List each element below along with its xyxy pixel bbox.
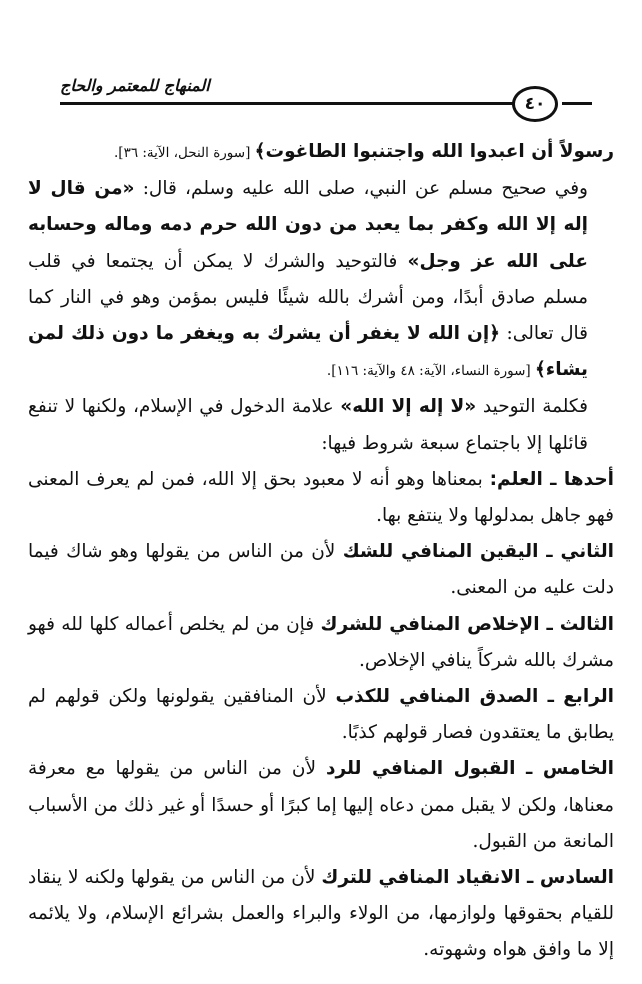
text-segment: وفي صحيح مسلم عن النبي، صلى الله عليه وسلم، قال:	[134, 178, 588, 200]
text-segment: لأن من الناس من يقولها مع معرفة معناها، ولكن لا يقبل ممن دعاه إليها إما كبرًا أو حسدًا أو غير ذلك من الأسباب المانعة من القبول.	[28, 758, 614, 852]
page-number: ٤٠	[512, 86, 558, 122]
paragraph	[28, 679, 614, 751]
text-segment: علامة الدخول في الإسلام، ولكنها لا تنفع قائلها إلا باجتماع سبعة شروط فيها:	[28, 396, 588, 454]
paragraph	[28, 607, 614, 679]
quote-text: رسولاً أن اعبدوا الله واجتنبوا الطاغوت﴾	[254, 141, 614, 162]
paragraph	[28, 462, 614, 534]
quote-text: ﴿إن الله لا يغفر أن يشرك به ويغفر ما دون ذلك لمن يشاء﴾	[28, 323, 588, 381]
citation-reference: [سورة النساء، الآية: ٤٨ والآية: ١١٦].	[326, 363, 535, 380]
header-rule	[60, 102, 534, 105]
citation-reference: [سورة النحل، الآية: ٣٦].	[114, 145, 255, 161]
page-header	[28, 72, 614, 116]
paragraph	[28, 134, 614, 171]
text-segment: لأن من الناس من يقولها وهو شاك فيما دلت عليه من المعنى.	[28, 541, 614, 599]
condition-heading: أحدها ـ العلم:	[489, 468, 614, 490]
paragraph	[28, 534, 614, 606]
paragraph	[28, 751, 614, 860]
quote-text: «لا إله إلا الله»	[340, 396, 477, 418]
condition-heading: الثالث ـ الإخلاص المنافي للشرك	[320, 613, 615, 635]
body-text	[28, 134, 614, 969]
text-segment: فالتوحيد والشرك لا يمكن أن يجتمعا في قلب مسلم صادق أبدًا، ومن أشرك بالله شيئًا فليس بمؤمن وهو في النار كما قال تعالى:	[28, 250, 588, 345]
running-title: المنهاج للمعتمر والحاج	[60, 76, 210, 95]
paragraph	[28, 860, 614, 969]
condition-heading: الرابع ـ الصدق المنافي للكذب	[335, 686, 614, 708]
paragraph	[28, 171, 614, 389]
condition-heading: الخامس ـ القبول المنافي للرد	[326, 758, 614, 780]
text-segment: بمعناها وهو أنه لا معبود بحق إلا الله، فمن لم يعرف المعنى فهو جاهل بمدلولها ولا ينتفع بها.	[28, 468, 614, 527]
text-segment: فإن من لم يخلص أعماله كلها لله فهو مشرك بالله شركاً ينافي الإخلاص.	[28, 613, 614, 671]
text-segment: لأن من الناس من يقولها ولكنه لا ينقاد للقيام بحقوقها ولوازمها، من الولاء والبراء والعمل بشرائع الإسلام، ولا يلائمه إلا ما وافق هواه وشهوته.	[28, 867, 614, 961]
quote-text: «من قال لا إله إلا الله وكفر بما يعبد من دون الله حرم دمه وماله وحسابه على الله عز وجل»	[28, 178, 588, 272]
text-segment: فكلمة التوحيد	[476, 396, 588, 418]
condition-heading: السادس ـ الانقياد المنافي للترك	[321, 867, 614, 889]
condition-heading: الثاني ـ اليقين المنافي للشك	[342, 541, 614, 563]
header-rule-tail	[562, 102, 592, 105]
paragraph	[28, 389, 614, 461]
text-segment: لأن المنافقين يقولونها ولكن قولهم لم يطابق ما يعتقدون فصار قولهم كذبًا.	[28, 686, 614, 744]
